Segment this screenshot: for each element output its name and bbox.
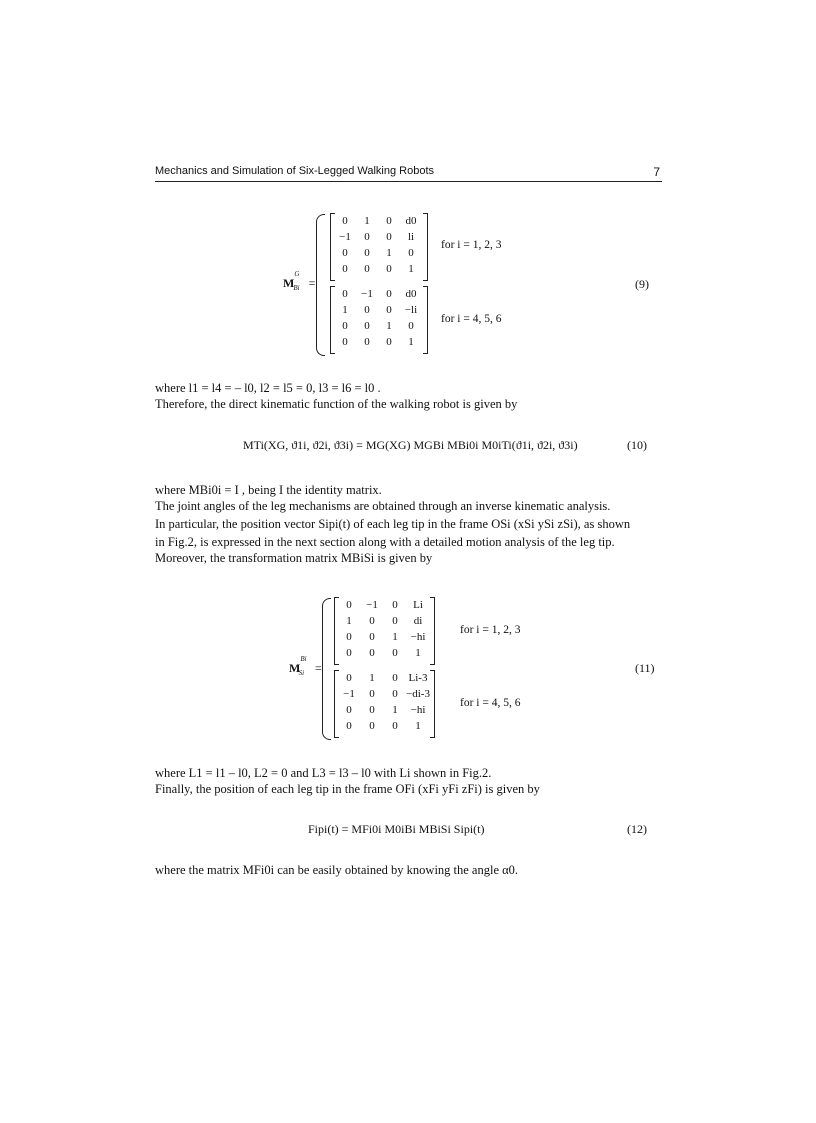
eq11-upper-cell: 0 xyxy=(346,631,352,643)
running-header xyxy=(155,165,662,182)
eq11-lower-cell: 1 xyxy=(369,672,375,684)
eq9-lower-cell: 1 xyxy=(408,336,414,348)
eq11-lower-cell: −1 xyxy=(343,688,355,700)
eq12-number: (12) xyxy=(627,822,647,836)
eq11-upper-cell: 0 xyxy=(369,647,375,659)
eq11-upper-cell: 0 xyxy=(392,647,398,659)
eq11-lower-cell: 0 xyxy=(392,720,398,732)
text-where-L: where L1 = l1 – l0, L2 = 0 and L3 = l3 – l0 with Li shown in Fig.2. xyxy=(155,766,492,780)
eq11-lower-cell: Li-3 xyxy=(408,672,428,684)
eq9-number: (9) xyxy=(635,277,649,291)
eq9-upper-cell: 0 xyxy=(342,263,348,275)
eq9-upper-condition: for i = 1, 2, 3 xyxy=(441,239,502,251)
eq9-lower-cell: 0 xyxy=(342,336,348,348)
eq9-upper-cell: −1 xyxy=(339,231,351,243)
eq9-lower-cell: −1 xyxy=(361,288,373,300)
eq9-upper-cell: 0 xyxy=(386,231,392,243)
eq12-expression: Fipi(t) = MFi0i M0iBi MBiSi Sipi(t) xyxy=(308,822,485,836)
eq9-upper-cell: d0 xyxy=(405,215,417,227)
eq9-upper-cell: 0 xyxy=(364,231,370,243)
eq9-lower-cell: 1 xyxy=(342,304,348,316)
text-position-vector: In particular, the position vector Sipi(t) of each leg tip in the frame OSi (xSi ySi zSi), as shown xyxy=(155,517,631,531)
eq11-lower-cell: 1 xyxy=(415,720,421,732)
eq9-upper-cell: 1 xyxy=(408,263,414,275)
text-fig2: in Fig.2, is expressed in the next section along with a detailed motion analysis of the leg tip. xyxy=(155,535,615,549)
eq11-upper-cell: 0 xyxy=(369,631,375,643)
eq9-lower-cell: 0 xyxy=(342,288,348,300)
eq11-upper-cell: 1 xyxy=(392,631,398,643)
eq9-lower-cell: 0 xyxy=(364,304,370,316)
eq11-upper-condition: for i = 1, 2, 3 xyxy=(460,624,521,636)
eq11-number: (11) xyxy=(635,661,655,675)
eq11-lower-cell: 0 xyxy=(346,704,352,716)
eq10-expression: MTi(XG, ϑ1i, ϑ2i, ϑ3i) = MG(XG) MGBi MBi0i M0iTi(ϑ1i, ϑ2i, ϑ3i) xyxy=(243,438,578,452)
eq9-upper-cell: 0 xyxy=(386,263,392,275)
eq11-upper-cell: −1 xyxy=(366,599,378,611)
text-transformation: Moreover, the transformation matrix MBiSi is given by xyxy=(155,551,433,565)
eq9-upper-cell: 0 xyxy=(386,215,392,227)
eq11-lower-cell: 0 xyxy=(346,720,352,732)
eq11-upper-cell: 0 xyxy=(392,615,398,627)
eq11-upper-cell: 1 xyxy=(346,615,352,627)
eq11-lhs: $M^{Bi}_{Si}$ = xyxy=(289,655,322,678)
eq11-upper-cell: 0 xyxy=(392,599,398,611)
eq9-lower-cell: 0 xyxy=(364,320,370,332)
running-title: Mechanics and Simulation of Six-Legged Walking Robots xyxy=(155,165,435,177)
eq9-lower-cell: 0 xyxy=(408,320,414,332)
eq11-upper-cell: 0 xyxy=(369,615,375,627)
eq9-lower-cell: 0 xyxy=(386,288,392,300)
eq9-upper-cell: 0 xyxy=(408,247,414,259)
eq11-lower-cell: 0 xyxy=(369,704,375,716)
text-finally: Finally, the position of each leg tip in the frame OFi (xFi yFi zFi) is given by xyxy=(155,782,540,796)
eq11-lower-cell: 0 xyxy=(392,688,398,700)
eq9-lower-cell: 0 xyxy=(342,320,348,332)
eq10-number: (10) xyxy=(627,438,647,452)
eq11-upper-cell: 1 xyxy=(415,647,421,659)
eq9-upper-cell: 1 xyxy=(364,215,370,227)
eq11-lower-cell: −hi xyxy=(410,704,426,716)
eq11-brace xyxy=(322,598,331,740)
text-joint-angles: The joint angles of the leg mechanisms are obtained through an inverse kinematic analysis. xyxy=(155,499,611,513)
eq9-upper-cell: 1 xyxy=(386,247,392,259)
eq11-lower-cell: −di-3 xyxy=(406,688,430,700)
eq9-lower-cell: 1 xyxy=(386,320,392,332)
page-number: 7 xyxy=(653,165,660,179)
eq9-upper-cell: 0 xyxy=(364,263,370,275)
eq11-lower-cell: 1 xyxy=(392,704,398,716)
eq9-upper-cell: li xyxy=(407,231,415,243)
eq9-lower-cell: −li xyxy=(404,304,418,316)
eq9-upper-cell: 0 xyxy=(364,247,370,259)
text-identity: where MBi0i = I , being I the identity matrix. xyxy=(155,483,382,497)
eq11-upper-cell: 0 xyxy=(346,599,352,611)
eq11-upper-cell: Li xyxy=(413,599,423,611)
eq9-upper-cell: 0 xyxy=(342,215,348,227)
eq11-upper-cell: 0 xyxy=(346,647,352,659)
eq11-lower-cell: 0 xyxy=(346,672,352,684)
eq11-lower-cell: 0 xyxy=(392,672,398,684)
eq9-lower-cell: d0 xyxy=(405,288,417,300)
text-where-l: where l1 = l4 = – l0, l2 = l5 = 0, l3 = l6 = l0 . xyxy=(155,381,381,395)
text-direct-kinematic: Therefore, the direct kinematic function of the walking robot is given by xyxy=(155,397,518,411)
eq9-lower-cell: 0 xyxy=(364,336,370,348)
eq11-lower-condition: for i = 4, 5, 6 xyxy=(460,697,521,709)
eq9-lower-cell: 0 xyxy=(386,336,392,348)
eq9-lower-condition: for i = 4, 5, 6 xyxy=(441,313,502,325)
eq9-brace xyxy=(316,214,325,356)
eq11-lower-cell: 0 xyxy=(369,720,375,732)
eq11-lower-cell: 0 xyxy=(369,688,375,700)
eq9-lower-cell: 0 xyxy=(386,304,392,316)
eq9-upper-cell: 0 xyxy=(342,247,348,259)
eq9-lhs: $M^G_{Bi}$ = xyxy=(283,270,316,293)
text-matrix-alpha: where the matrix MFi0i can be easily obtained by knowing the angle α0. xyxy=(155,863,519,877)
eq11-upper-cell: −hi xyxy=(410,631,426,643)
eq11-upper-cell: di xyxy=(413,615,423,627)
